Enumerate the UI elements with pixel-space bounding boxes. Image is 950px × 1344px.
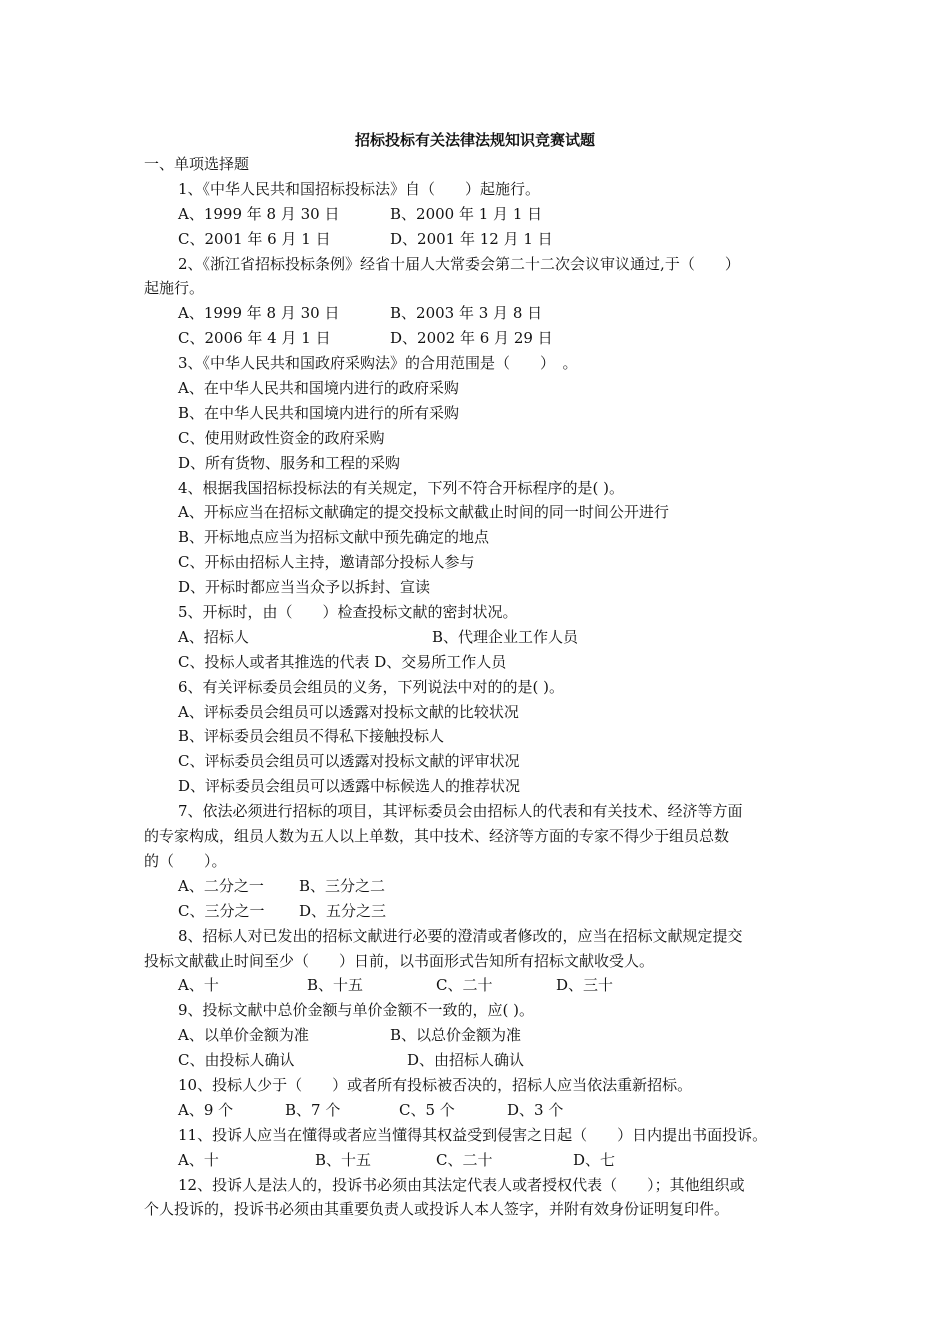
question-2-continued: 起施行。 [144, 279, 205, 298]
option-c: C、2001 年 6 月 1 日 [178, 229, 331, 248]
question-7: 7、依法必须进行招标的项目，其评标委员会由招标人的代表和有关技术、经济等方面 [178, 802, 743, 821]
option-c: C、评标委员会组员可以透露对投标文献的评审状况 [178, 752, 520, 771]
option-d: D、七 [573, 1150, 616, 1169]
option-b: B、2003 年 3 月 8 日 [390, 304, 543, 323]
option-b: B、评标委员会组员不得私下接触投标人 [178, 727, 445, 746]
question-2-options-cd [144, 326, 814, 351]
question-7-options-cd [144, 899, 814, 924]
question-5-options-cd: C、投标人或者其推选的代表 D、交易所工作人员 [178, 652, 507, 671]
option-b: B、在中华人民共和国境内进行的所有采购 [178, 403, 460, 422]
question-11: 11、投诉人应当在懂得或者应当懂得其权益受到侵害之日起（ ）日内提出书面投诉。 [178, 1125, 768, 1144]
option-d: D、3 个 [507, 1100, 564, 1119]
question-7-continued: 的（ ）。 [144, 851, 227, 870]
option-a: A、二分之一 [178, 876, 264, 895]
question-9: 9、投标文献中总价金额与单价金额不一致的，应( )。 [178, 1001, 535, 1020]
section-heading: 一、单项选择题 [144, 155, 250, 173]
question-5-options-ab [144, 625, 814, 650]
question-2: 2、《浙江省招标投标条例》经省十届人大常委会第二十二次会议审议通过,于（ ） [178, 254, 740, 273]
option-b: B、三分之二 [299, 876, 386, 895]
question-1: 1、《中华人民共和国招标投标法》自（ ）起施行。 [178, 179, 541, 198]
question-8: 8、招标人对已发出的招标文献进行必要的澄清或者修改的，应当在招标文献规定提交 [178, 926, 743, 945]
option-d: D、所有货物、服务和工程的采购 [178, 453, 401, 472]
option-a: A、在中华人民共和国境内进行的政府采购 [178, 379, 459, 398]
option-d: D、由招标人确认 [407, 1051, 525, 1070]
option-d: D、2001 年 12 月 1 日 [390, 229, 553, 248]
question-9-options-ab [144, 1023, 814, 1048]
option-b: B、十五 [315, 1150, 372, 1169]
question-2-options-ab [144, 301, 814, 326]
question-7-continued: 的专家构成，组员人数为五人以上单数，其中技术、经济等方面的专家不得少于组员总数 [144, 827, 730, 846]
option-b: B、7 个 [285, 1100, 341, 1119]
option-c: C、使用财政性资金的政府采购 [178, 428, 385, 447]
option-a: A、1999 年 8 月 30 日 [178, 304, 340, 323]
option-a: A、招标人 [178, 627, 249, 646]
question-5: 5、开标时，由（ ）检查投标文献的密封状况。 [178, 603, 518, 622]
option-d: D、开标时都应当当众予以拆封、宣读 [178, 578, 431, 597]
question-4: 4、根据我国招标投标法的有关规定，下列不符合开标程序的是( )。 [178, 478, 625, 497]
option-c: C、三分之一 [178, 901, 265, 920]
option-d: D、三十 [556, 976, 614, 995]
question-1-options-ab [144, 202, 814, 227]
option-c: C、2006 年 4 月 1 日 [178, 329, 331, 348]
question-9-options-cd [144, 1048, 814, 1073]
question-8-options [144, 973, 814, 998]
question-10-options [144, 1098, 814, 1123]
question-6: 6、有关评标委员会组员的义务，下列说法中对的的是( )。 [178, 677, 565, 696]
option-a: A、十 [178, 976, 219, 995]
option-b: B、代理企业工作人员 [432, 627, 579, 646]
option-a: A、1999 年 8 月 30 日 [178, 204, 340, 223]
question-7-options-ab [144, 874, 814, 899]
option-b: B、十五 [307, 976, 364, 995]
question-8-continued: 投标文献截止时间至少（ ）日前，以书面形式告知所有招标文献收受人。 [144, 951, 655, 970]
page-title: 招标投标有关法律法规知识竞赛试题 [354, 131, 595, 149]
option-a: A、9 个 [178, 1100, 234, 1119]
question-12-continued: 个人投诉的，投诉书必须由其重要负责人或投诉人本人签字，并附有效身份证明复印件。 [144, 1200, 730, 1219]
option-b: B、以总价金额为准 [390, 1026, 522, 1045]
option-d: D、五分之三 [299, 901, 387, 920]
option-c: C、二十 [436, 976, 493, 995]
question-list [144, 152, 814, 1222]
option-a: A、以单价金额为准 [178, 1026, 309, 1045]
option-b: B、开标地点应当为招标文献中预先确定的地点 [178, 528, 490, 547]
option-a: A、十 [178, 1150, 219, 1169]
question-1-options-cd [144, 227, 814, 252]
question-12: 12、投诉人是法人的，投诉书必须由其法定代表人或者授权代表（ ）；其他组织或 [178, 1175, 745, 1194]
option-c: C、二十 [436, 1150, 493, 1169]
option-d: D、2002 年 6 月 29 日 [390, 329, 553, 348]
option-d: D、评标委员会组员可以透露中标候选人的推荐状况 [178, 777, 521, 796]
question-3: 3、《中华人民共和国政府采购法》的合用范围是（ ） 。 [178, 354, 578, 373]
option-a: A、开标应当在招标文献确定的提交投标文献截止时间的同一时间公开进行 [178, 503, 669, 522]
option-c: C、由投标人确认 [178, 1051, 295, 1070]
option-a: A、评标委员会组员可以透露对投标文献的比较状况 [178, 702, 519, 721]
question-10: 10、投标人少于（ ）或者所有投标被否决的，招标人应当依法重新招标。 [178, 1075, 693, 1094]
question-11-options [144, 1148, 814, 1173]
option-c: C、5 个 [399, 1100, 455, 1119]
option-c: C、开标由招标人主持，邀请部分投标人参与 [178, 553, 475, 572]
option-b: B、2000 年 1 月 1 日 [390, 204, 543, 223]
